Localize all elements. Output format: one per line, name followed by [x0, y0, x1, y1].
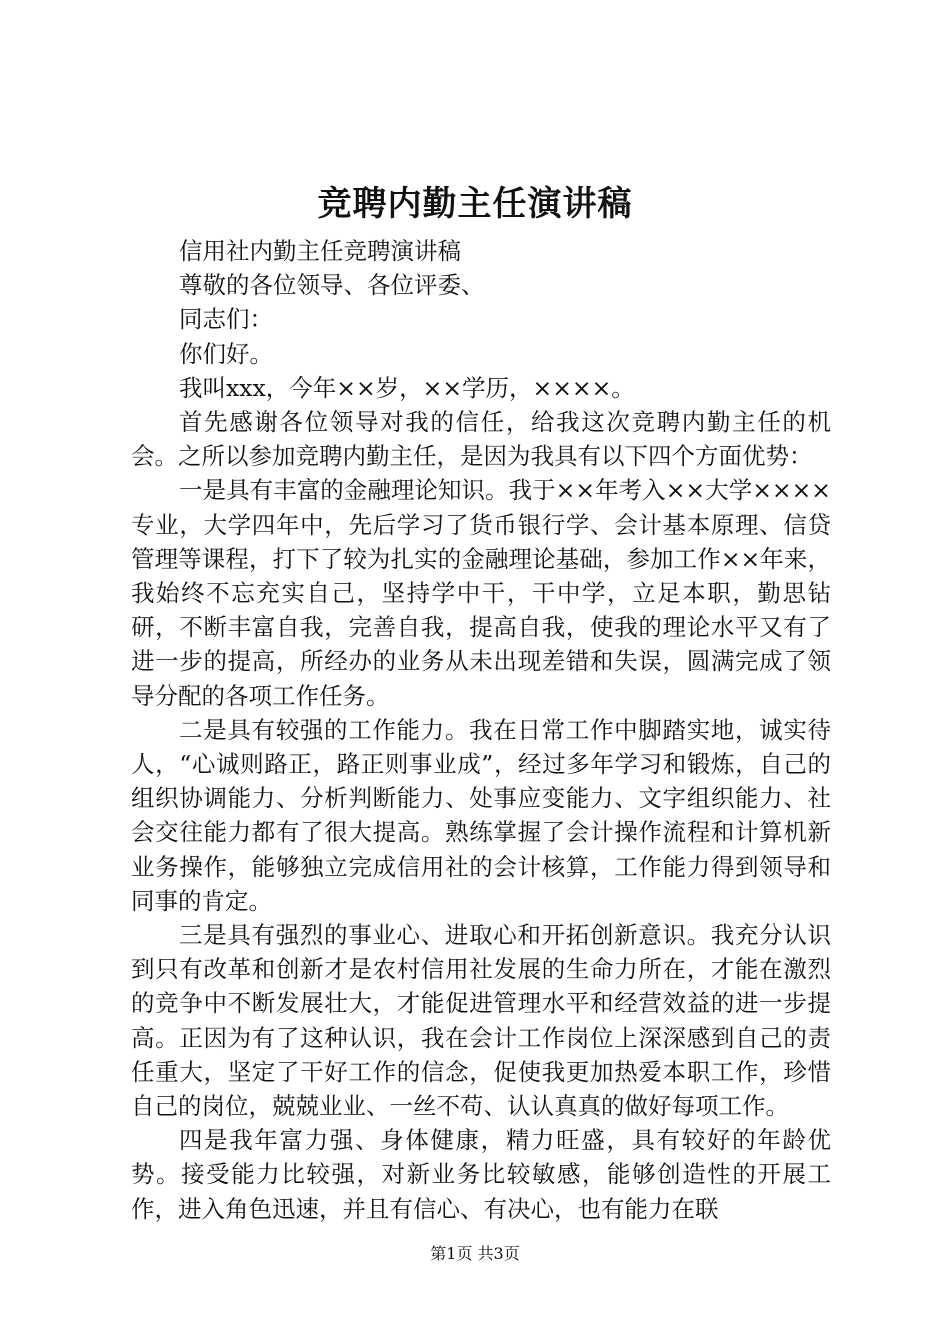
paragraph-salutation: 尊敬的各位领导、各位评委、: [179, 271, 485, 300]
paragraph-greeting: 你们好。: [179, 339, 273, 368]
paragraph-advantage-3: 三是具有强烈的事业心、进取心和开拓创新意识。我充分认识到只有改革和创新才是农村信用社发展的生命力所在，才能在激烈的竞争中不断发展壮大，才能促进管理水平和经营效益的进一步提高。正因为有了这种认识，我在会计工作岗位上深深感到自己的责任重大，坚定了干好工作的信念，促使我更加热爱本职工作，珍惜自己的岗位，兢兢业业、一丝不苟、认认真真的做好每项工作。: [131, 921, 831, 1121]
paragraph-advantage-4: 四是我年富力强、身体健康，精力旺盛，具有较好的年龄优势。接受能力比较强，对新业务比较敏感，能够创造性的开展工作，进入角色迅速，并且有信心、有决心，也有能力在联: [131, 1126, 831, 1223]
paragraph-thanks: 首先感谢各位领导对我的信任，给我这次竞聘内勤主任的机会。之所以参加竞聘内勤主任，是因为我具有以下四个方面优势：: [131, 408, 831, 471]
paragraph-subtitle: 信用社内勤主任竞聘演讲稿: [179, 237, 461, 265]
page-number-footer: 第1页 共3页: [430, 1244, 520, 1263]
document-body: [131, 234, 831, 1226]
paragraph-salutation-comrades: 同志们：: [179, 305, 273, 334]
paragraph-advantage-2: 二是具有较强的工作能力。我在日常工作中脚踏实地，诚实待人，“心诚则路正，路正则事业成”，经过多年学习和锻炼，自己的组织协调能力、分析判断能力、处事应变能力、文字组织能力、社会交往能力都有了很大提高。熟练掌握了会计操作流程和计算机新业务操作，能够独立完成信用社的会计核算，工作能力得到领导和同事的肯定。: [131, 715, 831, 915]
paragraph-self-intro: 我叫xxx，今年××岁，××学历，××××。: [179, 373, 635, 402]
document-title: 竞聘内勤主任演讲稿: [317, 184, 633, 224]
paragraph-advantage-1: 一是具有丰富的金融理论知识。我于××年考入××大学××××专业，大学四年中，先后学习了货币银行学、会计基本原理、信贷管理等课程，打下了较为扎实的金融理论基础，参加工作××年来，我始终不忘充实自己，坚持学中干，干中学，立足本职，勤思钻研，不断丰富自我，完善自我，提高自我，使我的理论水平又有了进一步的提高，所经办的业务从未出现差错和失误，圆满完成了领导分配的各项工作任务。: [131, 476, 831, 710]
